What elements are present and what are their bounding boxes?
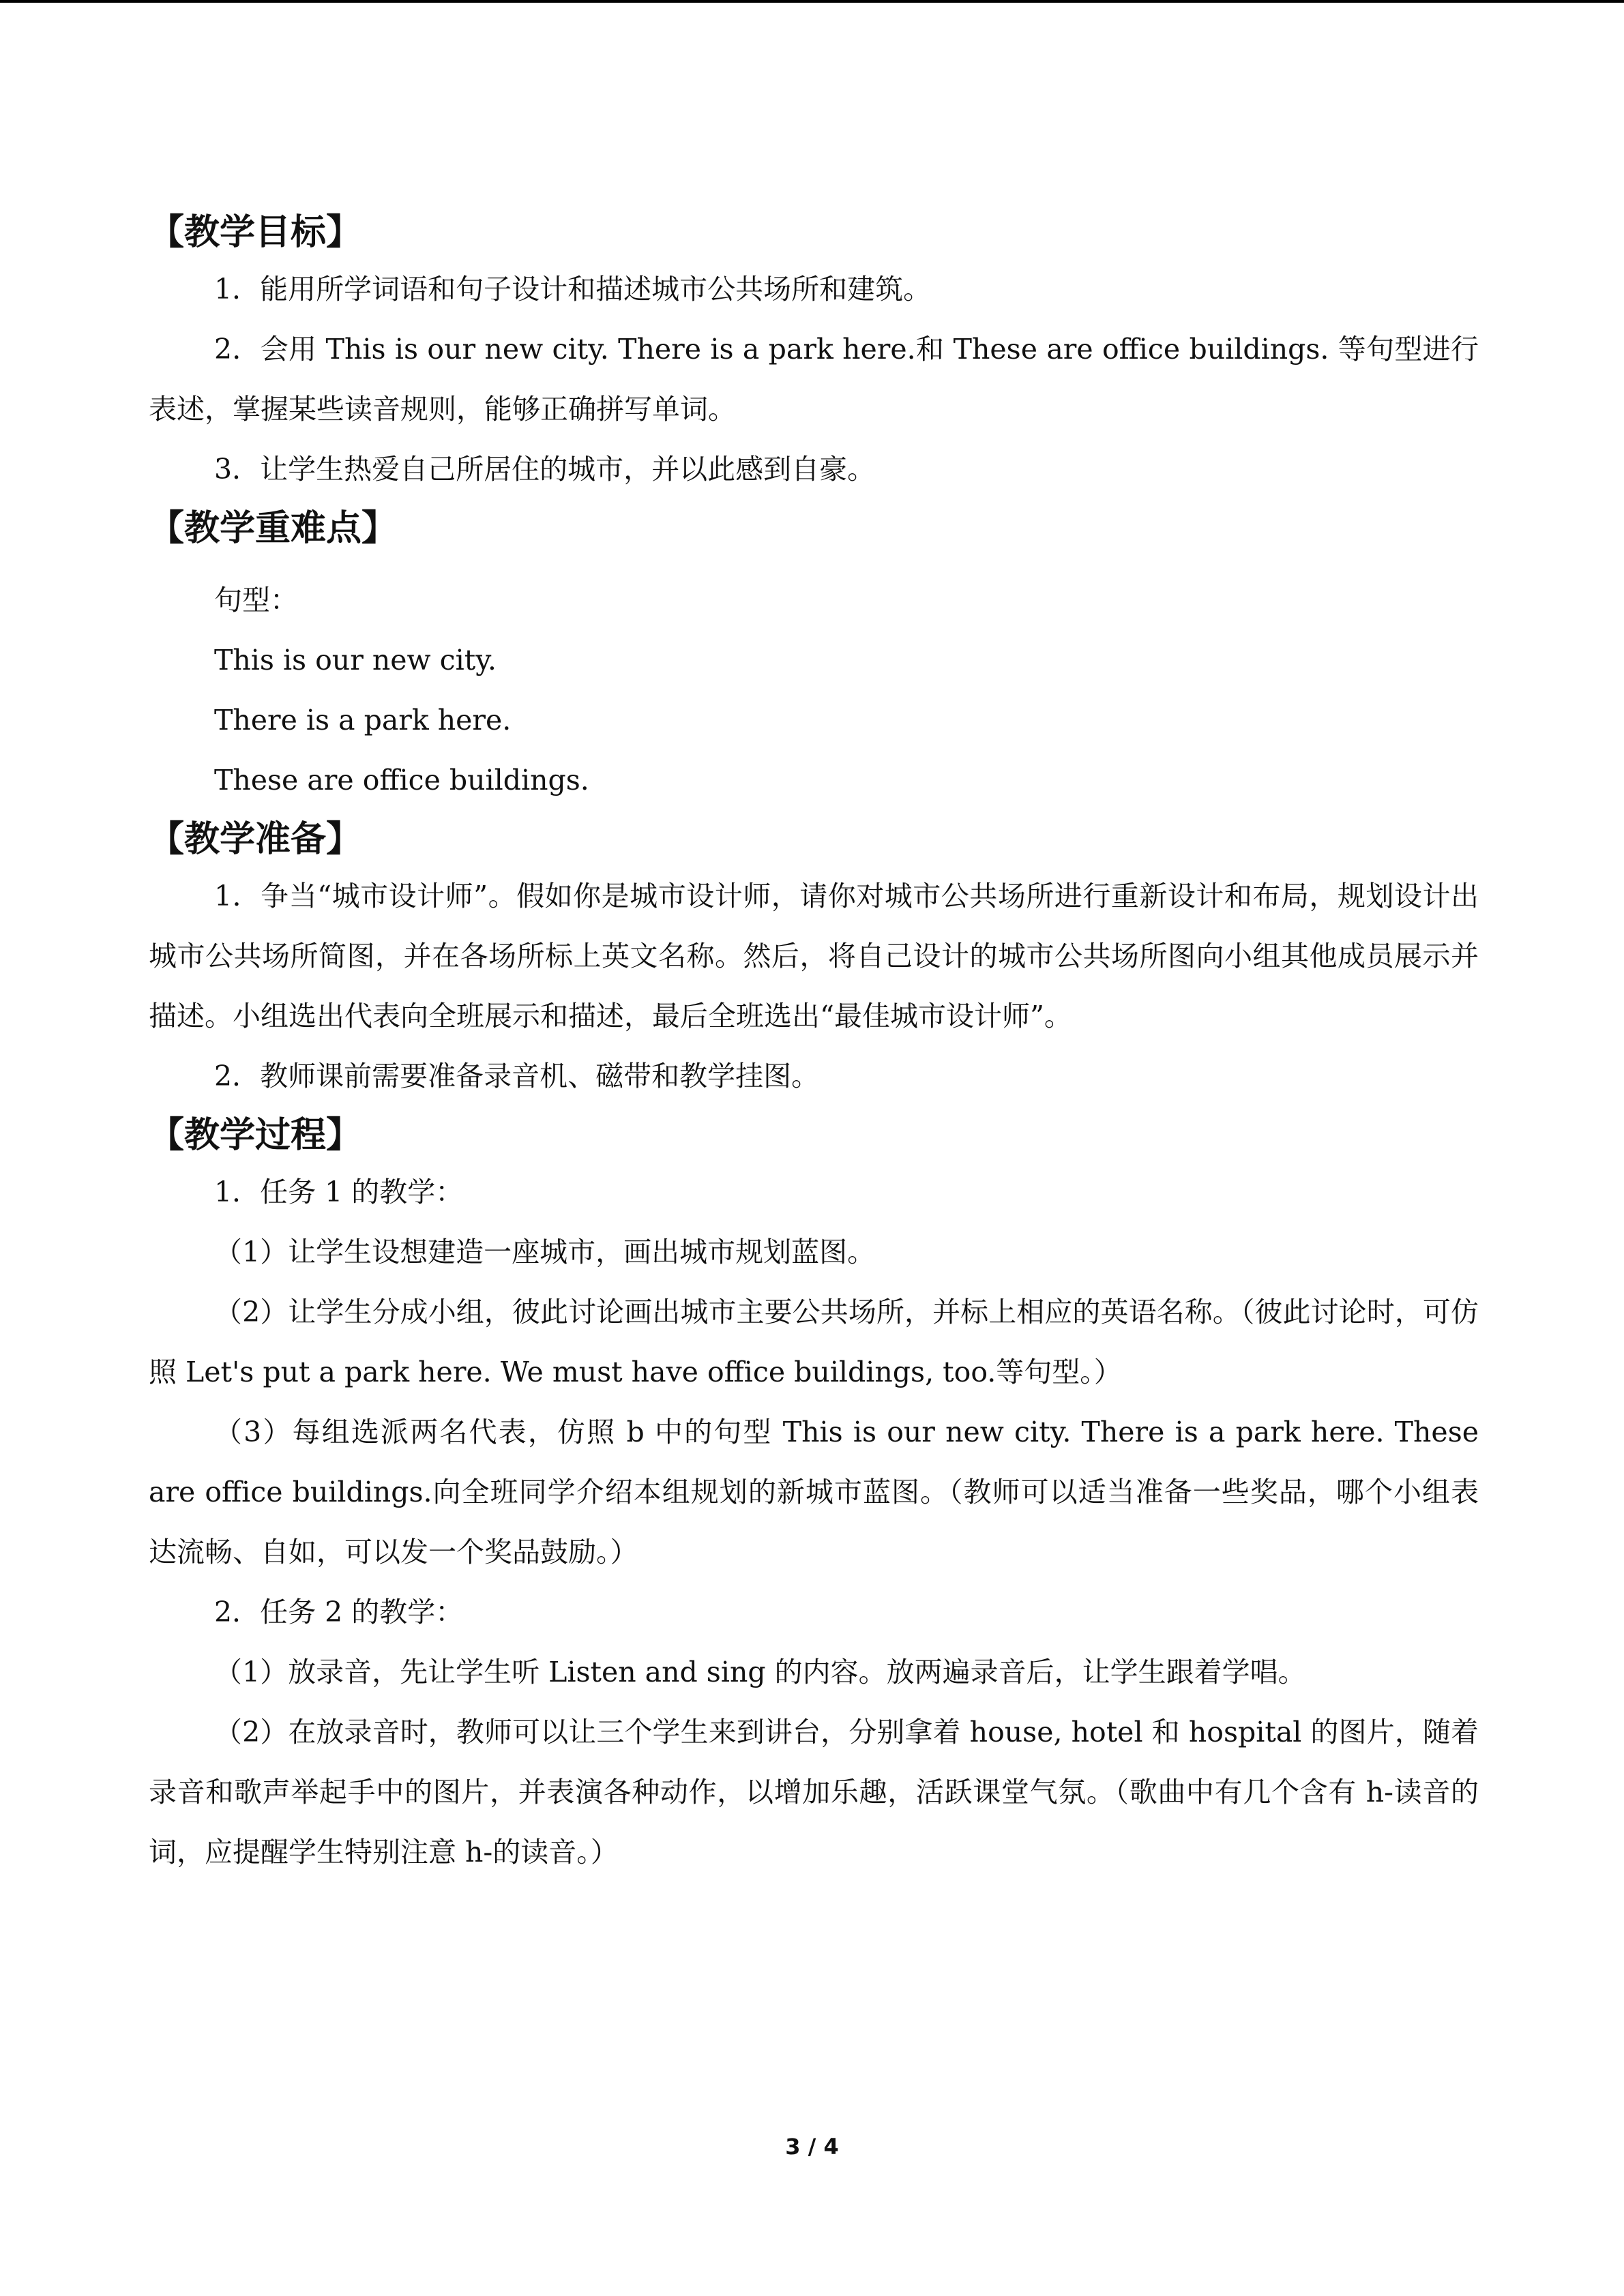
sentence-pattern-3: These are office buildings. — [214, 764, 589, 796]
preparation-item-2: 2．教师课前需要准备录音机、磁带和教学挂图。 — [214, 1060, 820, 1092]
section-heading-preparation: 【教学准备】 — [149, 819, 362, 860]
key-points-body — [149, 570, 1479, 810]
process-task-2-title: 2．任务 2 的教学： — [214, 1596, 464, 1628]
process-step-1-1: （1）让学生设想建造一座城市，画出城市规划蓝图。 — [214, 1236, 876, 1268]
process-step-1-2: （2）让学生分成小组，彼此讨论画出城市主要公共场所，并标上相应的英语名称。（彼此讨论时，可仿照 Let's put a park here. We must have office buildings, too.等句型。） — [149, 1296, 1479, 1388]
section-heading-key-points: 【教学重难点】 — [149, 508, 398, 549]
process-step-2-1: （1）放录音，先让学生听 Listen and sing 的内容。放两遍录音后，让学生跟着学唱。 — [214, 1656, 1306, 1688]
process-task-1-title: 1．任务 1 的教学： — [214, 1176, 464, 1208]
process-step-2-2: （2）在放录音时，教师可以让三个学生来到讲台，分别拿着 house, hotel 和 hospital 的图片，随着录音和歌声举起手中的图片，并表演各种动作，以增加乐趣，活跃课堂气氛。（歌曲中有几个含有 h-读音的词，应提醒学生特别注意 h-的读音。） — [149, 1716, 1479, 1868]
section-heading-objectives: 【教学目标】 — [149, 212, 362, 253]
sentence-pattern-1: This is our new city. — [214, 644, 497, 676]
section-heading-process: 【教学过程】 — [149, 1115, 362, 1156]
process-step-1-3: （3）每组选派两名代表，仿照 b 中的句型 This is our new city. There is a park here. These are office buildings.向全班同学介绍本组规划的新城市蓝图。（教师可以适当准备一些奖品，哪个小组表达流畅、自如，可以发一个奖品鼓励。） — [149, 1416, 1479, 1568]
sentence-pattern-2: There is a park here. — [214, 704, 512, 736]
preparation-item-1: 1．争当“城市设计师”。假如你是城市设计师，请你对城市公共场所进行重新设计和布局，规划设计出城市公共场所简图，并在各场所标上英文名称。然后，将自己设计的城市公共场所图向小组其他成员展示并描述。小组选出代表向全班展示和描述，最后全班选出“最佳城市设计师”。 — [149, 880, 1479, 1032]
top-border-line — [0, 0, 1624, 3]
key-points-label: 句型： — [214, 584, 298, 616]
page-number: 3 / 4 — [785, 2134, 839, 2160]
objective-item-1: 1．能用所学词语和句子设计和描述城市公共场所和建筑。 — [214, 273, 932, 305]
objective-item-2: 2．会用 This is our new city. There is a park here.和 These are office buildings. 等句型进行表述，掌握某些读音规则，能够正确拼写单词。 — [149, 333, 1479, 426]
objective-item-3: 3．让学生热爱自己所居住的城市，并以此感到自豪。 — [214, 453, 876, 486]
document-page — [149, 205, 1479, 1882]
